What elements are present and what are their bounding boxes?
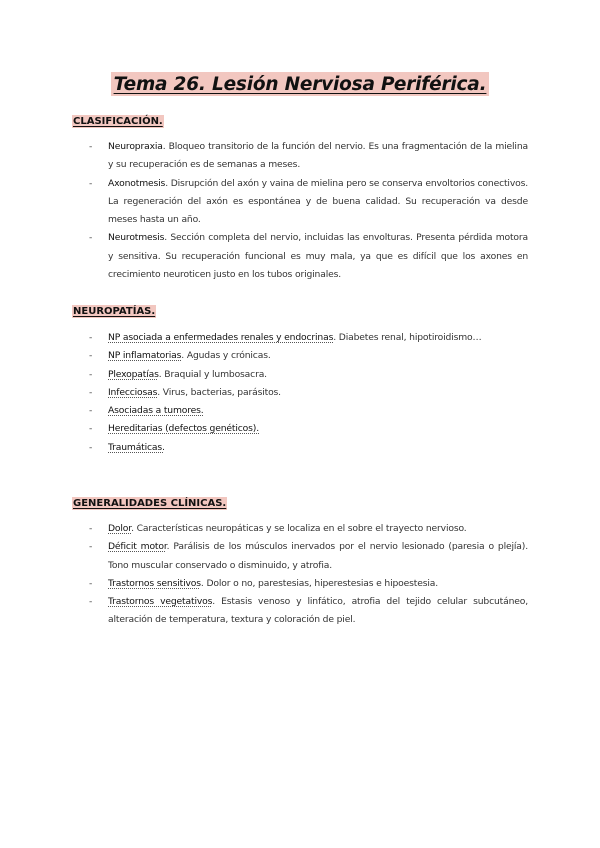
list-item (72, 329, 528, 347)
list-item (72, 384, 528, 402)
section-heading-clasificacion: CLASIFICACIÓN. (73, 116, 163, 127)
list-item (72, 366, 528, 384)
item-text: . Estasis venoso y linfático, atrofia del tejido celular subcutáneo, alteración de temperatura, textura y coloración de piel. (108, 596, 528, 626)
page-title: Tema 26. Lesión Nerviosa Periférica. (111, 72, 490, 96)
bullet-dash: - (89, 423, 93, 435)
list-item (72, 593, 528, 630)
item-term: Trastornos vegetativos (108, 596, 213, 608)
item-text: . Sección completa del nervio, incluidas las envolturas. Presenta pérdida motora y sensitiva. Su recuperación funcional es muy mala, ya que es difícil que los axones en crecimiento neuroticen justo en los tubos originales. (108, 232, 528, 281)
item-text: . Braquial y lumbosacra. (158, 368, 267, 380)
bullet-dash: - (89, 350, 93, 362)
bullet-dash: - (89, 368, 93, 380)
bullet-dash: - (89, 405, 93, 417)
bullet-dash: - (89, 596, 93, 608)
item-term: Neuropraxia (108, 141, 163, 152)
item-term: Neurotmesis (108, 232, 165, 244)
item-text: . Diabetes renal, hipotiroidismo… (333, 332, 482, 343)
section-list-clasificacion (72, 138, 528, 284)
list-item (72, 402, 528, 420)
item-text: . Agudas y crónicas. (181, 350, 271, 362)
item-text: . Bloqueo transitorio de la función del nervio. Es una fragmentación de la mielina y su recuperación es de semanas a meses. (108, 141, 528, 171)
item-term: Hereditarias (defectos genéticos). (108, 423, 259, 435)
list-item (72, 439, 528, 457)
list-item (72, 347, 528, 365)
item-text: . Disrupción del axón y vaina de mielina pero se conserva envoltorios conectivos. La regeneración del axón es espontánea y de buena calidad. Su recuperación va desde meses hasta un año. (108, 177, 528, 226)
section-heading-neuropatias: NEUROPATÍAS. (73, 306, 156, 317)
item-text: . Características neuropáticas y se localiza en el sobre el trayecto nervioso. (131, 523, 467, 534)
section-list-neuropatias (72, 329, 528, 457)
bullet-dash: - (89, 541, 93, 553)
title-wrapper (0, 72, 600, 96)
list-item (72, 420, 528, 438)
bullet-dash: - (89, 177, 93, 189)
item-term: Plexopatías (108, 368, 159, 380)
list-item (72, 175, 528, 230)
section-heading-generalidades: GENERALIDADES CLÍNICAS. (73, 498, 227, 509)
item-term: Traumáticas. (108, 441, 165, 453)
item-text: . Virus, bacterias, parásitos. (157, 386, 281, 398)
list-item (72, 520, 528, 538)
item-term: Déficit motor (108, 541, 167, 553)
bullet-dash: - (89, 386, 93, 398)
item-term: Dolor (108, 523, 132, 534)
item-term: Trastornos sensitivos (108, 577, 201, 589)
item-text: . Dolor o no, parestesias, hiperestesias e hipoestesia. (200, 577, 439, 589)
item-term: NP inflamatorias (108, 350, 182, 362)
item-term: NP asociada a enfermedades renales y endocrinas (108, 332, 334, 343)
bullet-dash: - (89, 577, 93, 589)
item-text: . Parálisis de los músculos inervados por el nervio lesionado (paresia o plejía). Tono muscular conservado o disminuido, y atrofia. (108, 541, 528, 571)
bullet-dash: - (89, 141, 93, 152)
list-item (72, 538, 528, 575)
list-item (72, 229, 528, 284)
item-term: Infecciosas (108, 386, 158, 398)
list-item (72, 575, 528, 593)
item-term: Axonotmesis (108, 177, 166, 189)
list-item (72, 138, 528, 175)
bullet-dash: - (89, 523, 93, 534)
bullet-dash: - (89, 232, 93, 244)
section-list-generalidades (72, 520, 528, 630)
item-term: Asociadas a tumores. (108, 405, 204, 417)
bullet-dash: - (89, 441, 93, 453)
bullet-dash: - (89, 332, 93, 343)
